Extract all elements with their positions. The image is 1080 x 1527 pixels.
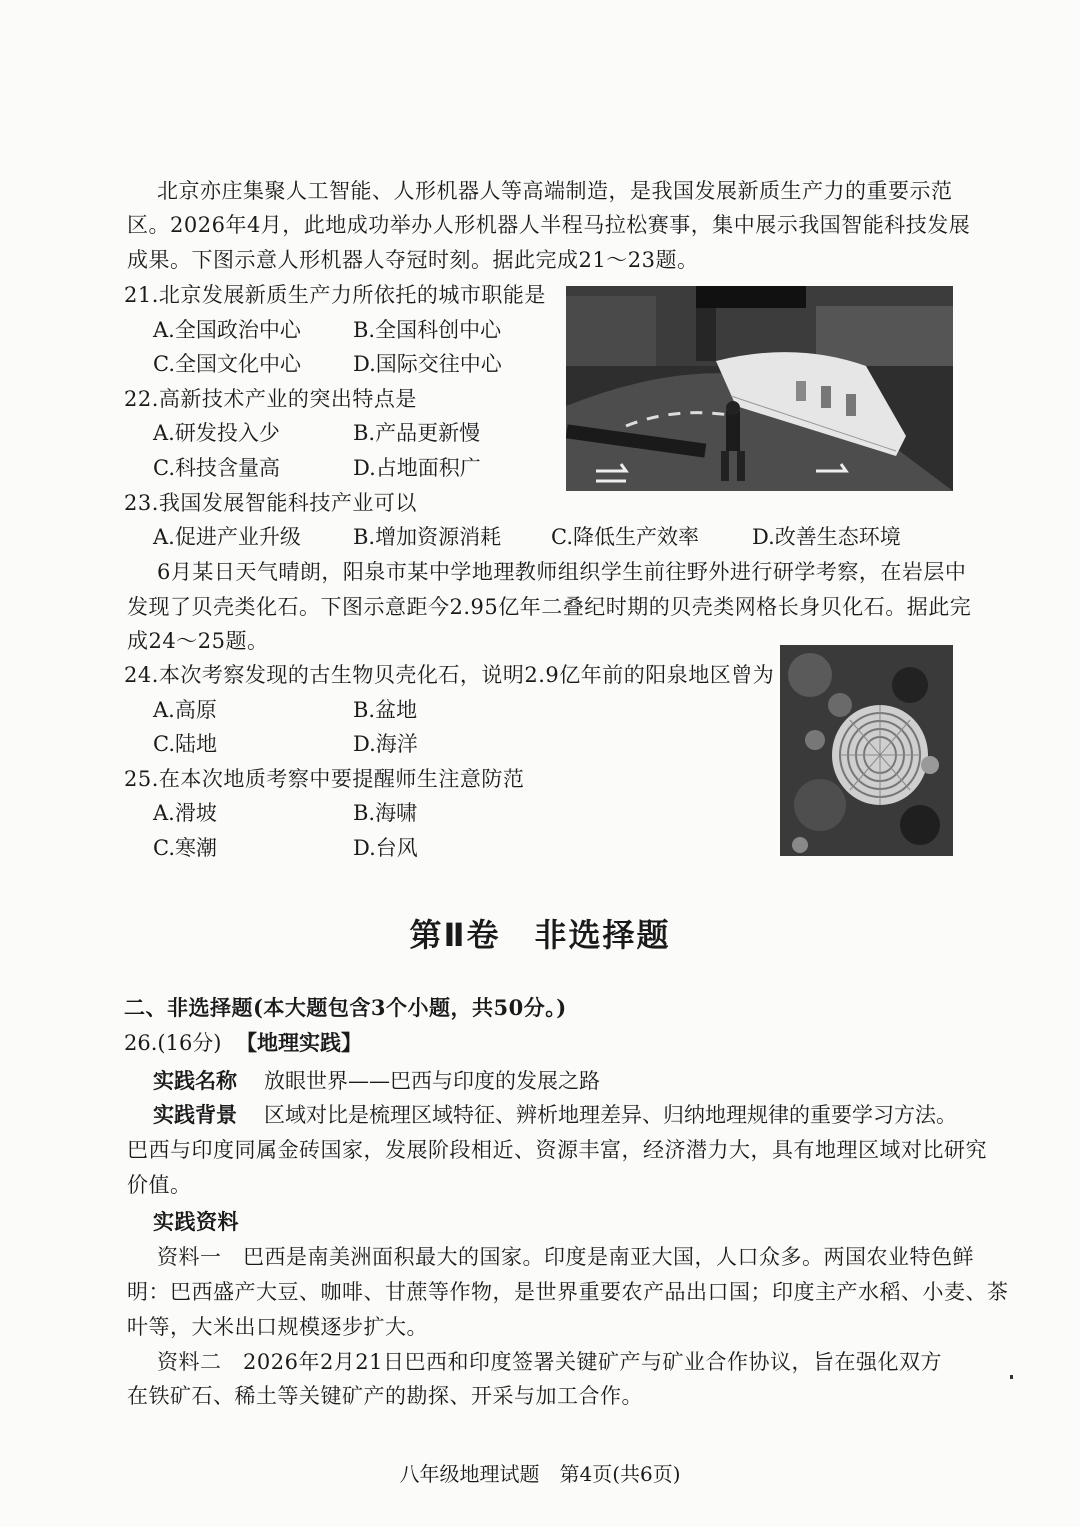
intro1-line2: 区。2026年4月，此地成功举办人形机器人半程马拉松赛事，集中展示我国智能科技发展 (127, 213, 971, 237)
intro2-line1: 6月某日天气晴朗，阳泉市某中学地理教师组织学生前往野外进行研学考察，在岩层中 (157, 560, 967, 584)
q25-option-d: D.台风 (353, 836, 418, 860)
q26-bg-line2: 巴西与印度同属金砖国家，发展阶段相近、资源丰富，经济潜力大，具有地理区域对比研究 (127, 1138, 987, 1162)
q26-m1-line2: 明：巴西盛产大豆、咖啡、甘蔗等作物，是世界重要农产品出口国；印度主产水稻、小麦、茶 (127, 1280, 1009, 1304)
fossil-photo (780, 645, 953, 856)
q26-bg-label: 实践背景 (153, 1102, 237, 1127)
q24-option-c: C.陆地 (153, 732, 217, 756)
q26-m1-line3: 叶等，大米出口规模逐步扩大。 (127, 1315, 428, 1339)
q23-option-c: C.降低生产效率 (551, 525, 699, 549)
q22-option-d: D.占地面积广 (353, 456, 481, 480)
q24-stem: 24.本次考察发现的古生物贝壳化石，说明2.9亿年前的阳泉地区曾为 (124, 663, 775, 687)
q24-option-b: B.盆地 (353, 698, 418, 722)
q26-number: 26.(16分) (124, 1031, 222, 1055)
q22-option-b: B.产品更新慢 (353, 421, 481, 445)
q23-option-a: A.促进产业升级 (153, 525, 301, 549)
q21-option-a: A.全国政治中心 (153, 318, 301, 342)
q25-option-b: B.海啸 (353, 801, 418, 825)
q26-name-label: 实践名称 (153, 1068, 237, 1093)
robot-marathon-photo (566, 286, 953, 491)
scan-speck (1010, 1375, 1013, 1379)
q26-m1-line1: 资料一 巴西是南美洲面积最大的国家。印度是南亚大国，人口众多。两国农业特色鲜 (157, 1245, 974, 1269)
q23-stem: 23.我国发展智能科技产业可以 (124, 491, 417, 515)
q25-option-c: C.寒潮 (153, 836, 217, 860)
section-title: 第Ⅱ卷 非选择题 (409, 916, 671, 954)
q22-option-a: A.研发投入少 (153, 421, 280, 445)
q24-option-d: D.海洋 (353, 732, 418, 756)
intro1-line3: 成果。下图示意人形机器人夺冠时刻。据此完成21～23题。 (127, 248, 699, 272)
q21-option-d: D.国际交往中心 (353, 352, 502, 376)
intro2-line2: 发现了贝壳类化石。下图示意距今2.95亿年二叠纪时期的贝壳类网格长身贝化石。据此完 (127, 595, 972, 619)
q21-option-c: C.全国文化中心 (153, 352, 301, 376)
intro2-line3: 成24～25题。 (127, 629, 269, 653)
q25-option-a: A.滑坡 (153, 801, 217, 825)
part2-header: 二、非选择题(本大题包含3个小题，共50分。) (124, 995, 567, 1020)
intro1-line1: 北京亦庄集聚人工智能、人形机器人等高端制造，是我国发展新质生产力的重要示范 (157, 179, 953, 203)
q21-stem: 21.北京发展新质生产力所依托的城市职能是 (124, 283, 546, 307)
q26-bg-line3: 价值。 (127, 1173, 192, 1197)
q23-option-b: B.增加资源消耗 (353, 525, 502, 549)
q25-stem: 25.在本次地质考察中要提醒师生注意防范 (124, 767, 525, 791)
q22-option-c: C.科技含量高 (153, 456, 280, 480)
q26-m2-line1: 资料二 2026年2月21日巴西和印度签署关键矿产与矿业合作协议，旨在强化双方 (157, 1350, 943, 1374)
q22-stem: 22.高新技术产业的突出特点是 (124, 387, 417, 411)
q26-m2-line2: 在铁矿石、稀土等关键矿产的勘探、开采与加工合作。 (127, 1384, 643, 1408)
q26-tag: 【地理实践】 (236, 1030, 362, 1055)
q26-name-text: 放眼世界——巴西与印度的发展之路 (264, 1069, 600, 1093)
q26-material-label: 实践资料 (153, 1209, 239, 1234)
page-footer: 八年级地理试题 第4页(共6页) (399, 1462, 681, 1486)
q21-option-b: B.全国科创中心 (353, 318, 502, 342)
q24-option-a: A.高原 (153, 698, 217, 722)
q23-option-d: D.改善生态环境 (752, 525, 901, 549)
q26-bg-line1: 区域对比是梳理区域特征、辨析地理差异、归纳地理规律的重要学习方法。 (264, 1103, 957, 1127)
